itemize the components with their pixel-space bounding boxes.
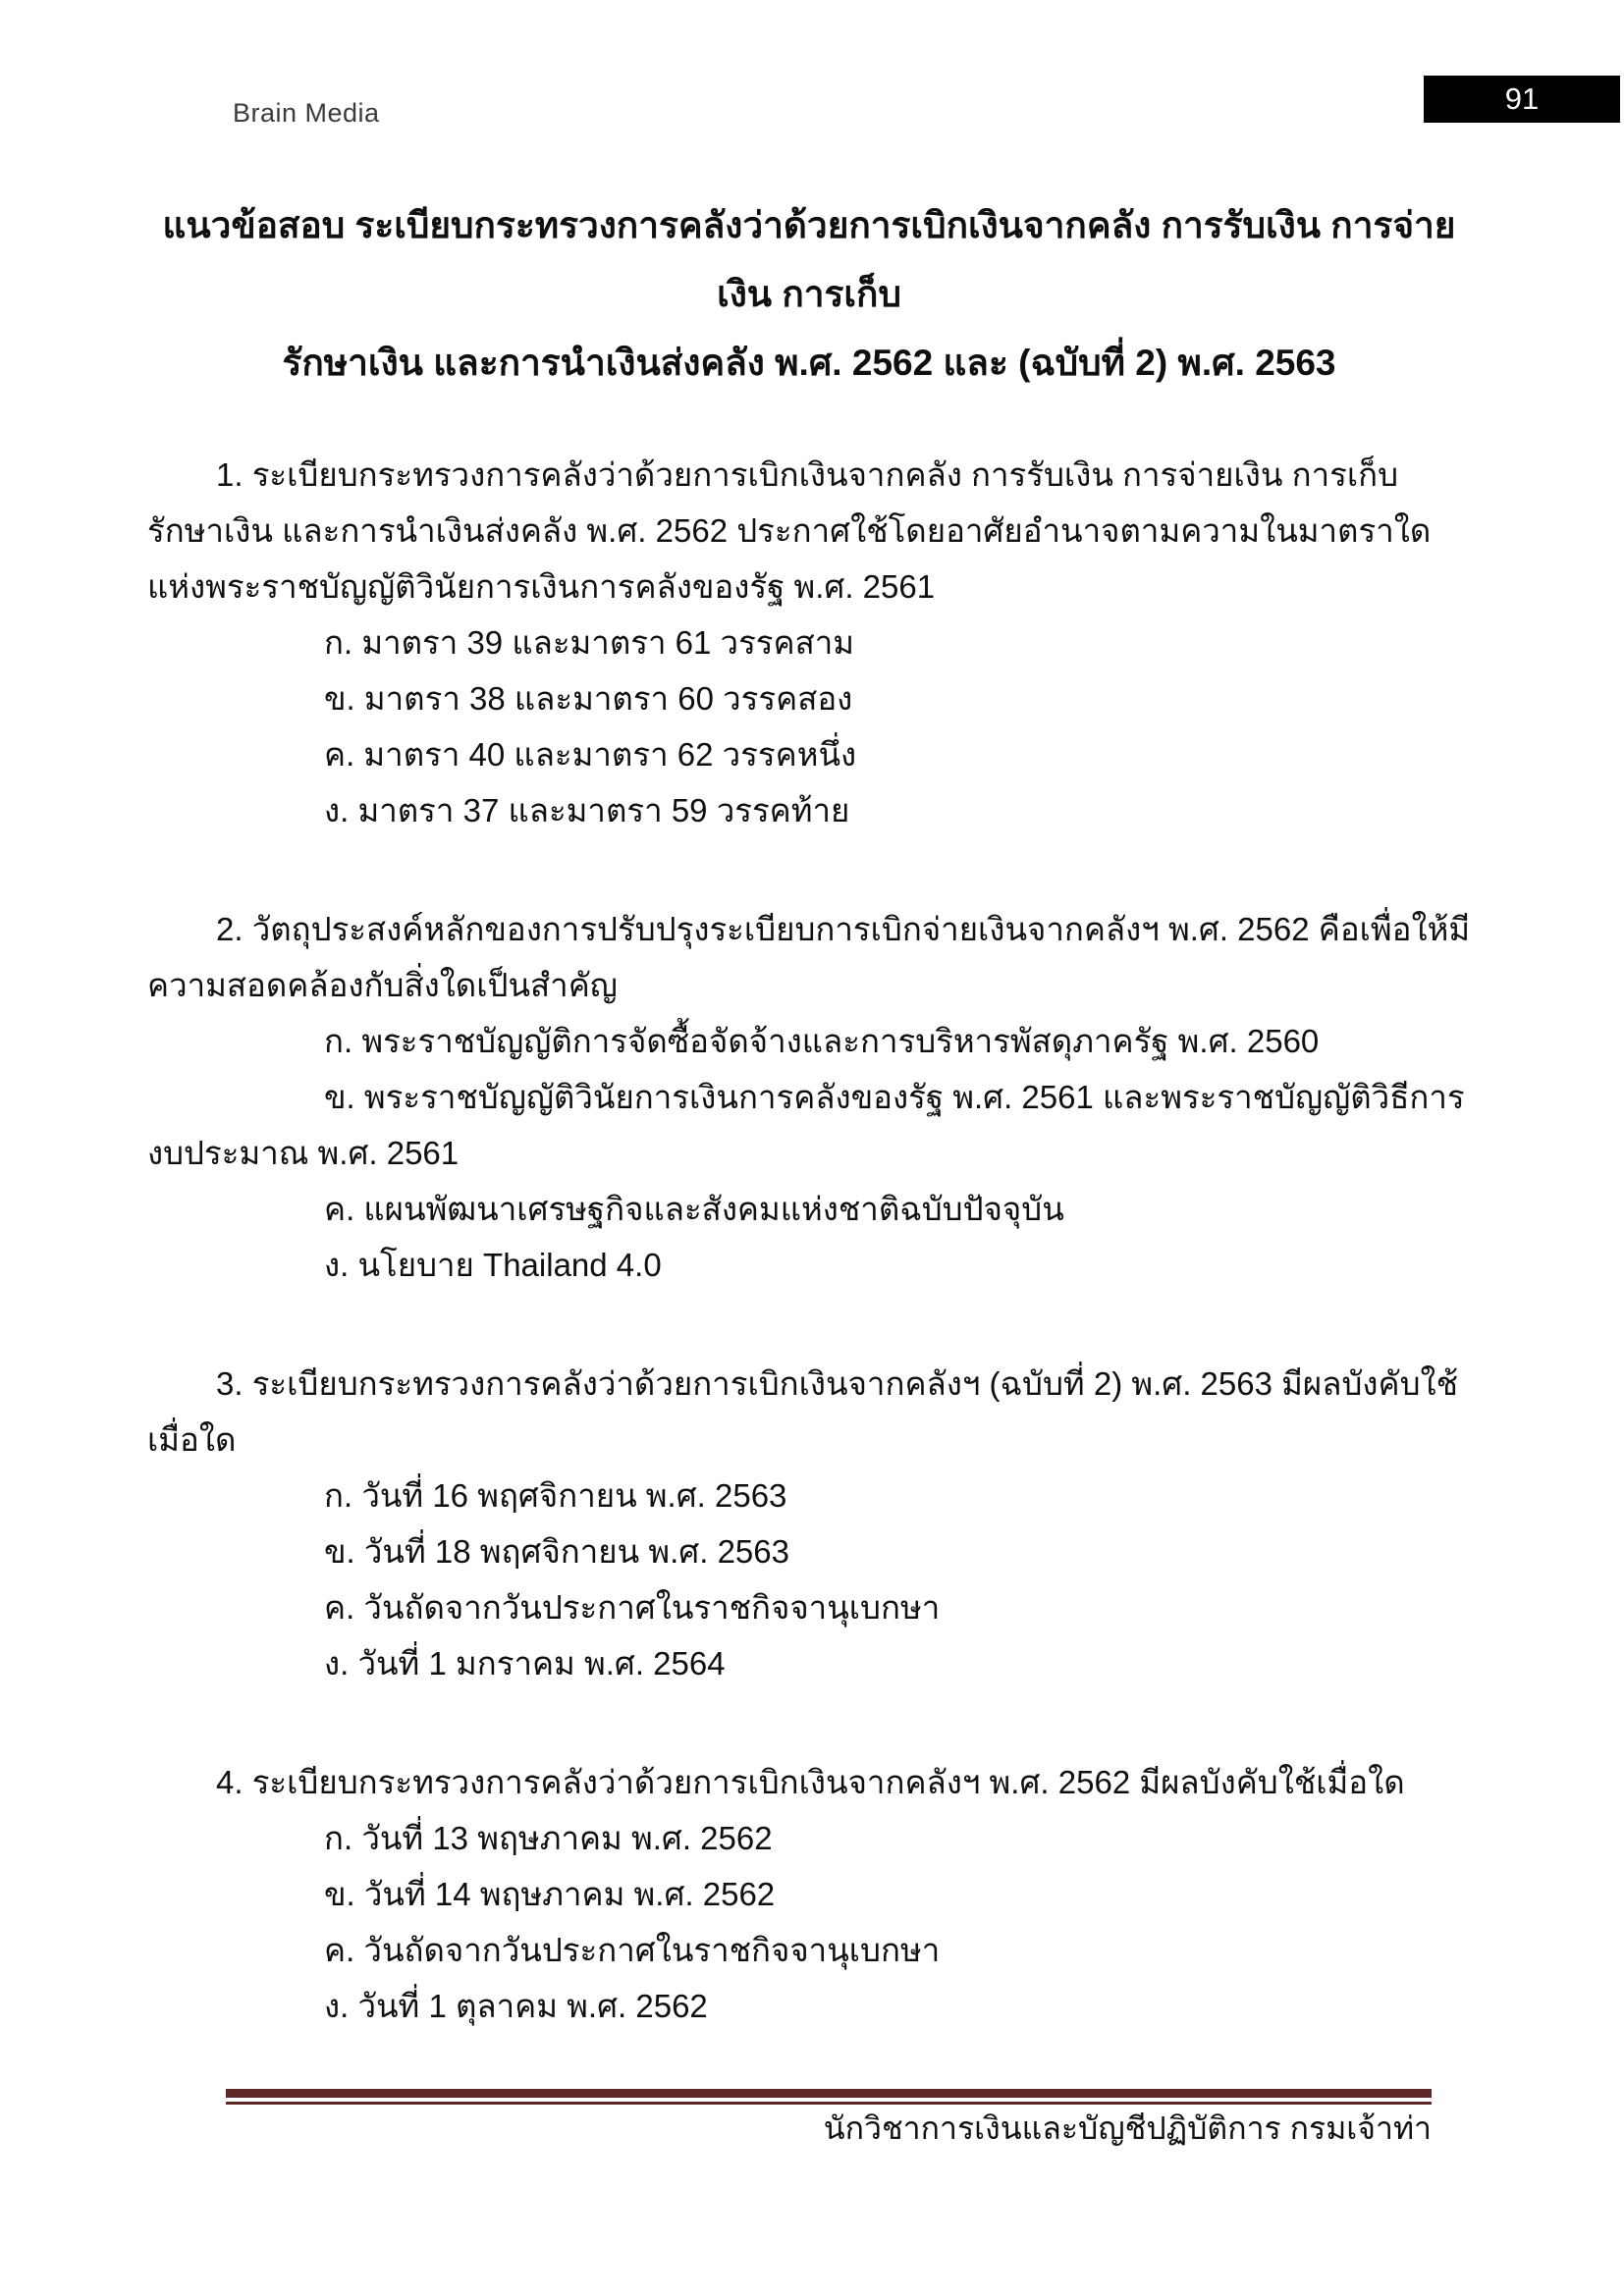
question-text: 4. ระเบียบกระทรวงการคลังว่าด้วยการเบิกเงินจากคลังฯ พ.ศ. 2562 มีผลบังคับใช้เมื่อใด	[216, 1764, 1405, 1800]
choice: ข. มาตรา 38 และมาตรา 60 วรรคสอง	[324, 680, 853, 717]
page-number: 91	[1504, 81, 1540, 116]
choice: ก. มาตรา 39 และมาตรา 61 วรรคสาม	[324, 624, 855, 661]
footer-divider	[226, 2089, 1432, 2105]
choice: ง. มาตรา 37 และมาตรา 59 วรรคท้าย	[324, 792, 850, 828]
choice: ก. พระราชบัญญัติการจัดซื้อจัดจ้างและการบริหารพัสดุภาครัฐ พ.ศ. 2560	[324, 1023, 1320, 1059]
choice: ค. วันถัดจากวันประกาศในราชกิจจานุเบกษา	[324, 1589, 941, 1626]
choice: ง. วันที่ 1 ตุลาคม พ.ศ. 2562	[324, 1988, 708, 2024]
question-block	[147, 1754, 1471, 2034]
questions	[147, 447, 1471, 2034]
question-text: 1. ระเบียบกระทรวงการคลังว่าด้วยการเบิกเงินจากคลัง การรับเงิน การจ่ายเงิน การเก็บรักษาเงิน และการนำเงินส่งคลัง พ.ศ. 2562 ประกาศใช้โดยอาศัยอำนาจตามความในมาตราใดแห่งพระราชบัญญัติวินัยการเงินการคลังของรัฐ พ.ศ. 2561	[147, 456, 1432, 605]
question-block	[147, 901, 1471, 1293]
choice: ค. มาตรา 40 และมาตรา 62 วรรคหนึ่ง	[324, 736, 857, 773]
choice-list	[147, 1468, 1471, 1691]
question-text: 2. วัตถุประสงค์หลักของการปรับปรุงระเบียบการเบิกจ่ายเงินจากคลังฯ พ.ศ. 2562 คือเพื่อให้มีความสอดคล้องกับสิ่งใดเป็นสำคัญ	[147, 911, 1471, 1003]
question-text: 3. ระเบียบกระทรวงการคลังว่าด้วยการเบิกเงินจากคลังฯ (ฉบับที่ 2) พ.ศ. 2563 มีผลบังคับใช้เมื่อใด	[147, 1365, 1459, 1458]
choice: ก. วันที่ 16 พฤศจิกายน พ.ศ. 2563	[324, 1477, 787, 1514]
question-block	[147, 1356, 1471, 1691]
document-title-line2: รักษาเงิน และการนำเงินส่งคลัง พ.ศ. 2562 และ (ฉบับที่ 2) พ.ศ. 2563	[282, 343, 1336, 383]
choice: ข. วันที่ 14 พฤษภาคม พ.ศ. 2562	[324, 1876, 776, 1912]
choice: ข. พระราชบัญญัติวินัยการเงินการคลังของรัฐ พ.ศ. 2561 และพระราชบัญญัติวิธีการงบประมาณ พ.ศ. 2561	[147, 1079, 1465, 1171]
choice: ง. นโยบาย Thailand 4.0	[324, 1247, 662, 1283]
choice: ข. วันที่ 18 พฤศจิกายน พ.ศ. 2563	[324, 1533, 789, 1570]
choice-list	[147, 614, 1471, 838]
document-body	[147, 191, 1471, 2034]
choice: ค. แผนพัฒนาเศรษฐกิจและสังคมแห่งชาติฉบับปัจจุบัน	[324, 1191, 1064, 1227]
choice-list	[147, 1810, 1471, 2034]
choice-list	[147, 1013, 1471, 1293]
choice: ง. วันที่ 1 มกราคม พ.ศ. 2564	[324, 1645, 726, 1682]
choice: ค. วันถัดจากวันประกาศในราชกิจจานุเบกษา	[324, 1932, 941, 1968]
brand-label: Brain Media	[233, 98, 380, 128]
document-title-line1: แนวข้อสอบ ระเบียบกระทรวงการคลังว่าด้วยการเบิกเงินจากคลัง การรับเงิน การจ่ายเงิน การเก็บ	[162, 205, 1456, 314]
footer-text: นักวิชาการเงินและบัญชีปฏิบัติการ กรมเจ้าท่า	[823, 2110, 1432, 2146]
question-block	[147, 447, 1471, 838]
page-number-badge	[1424, 76, 1620, 123]
footer-divider-thin-bar	[226, 2102, 1432, 2105]
footer-divider-thick-bar	[226, 2089, 1432, 2098]
choice: ก. วันที่ 13 พฤษภาคม พ.ศ. 2562	[324, 1820, 773, 1856]
document-title	[147, 191, 1471, 398]
